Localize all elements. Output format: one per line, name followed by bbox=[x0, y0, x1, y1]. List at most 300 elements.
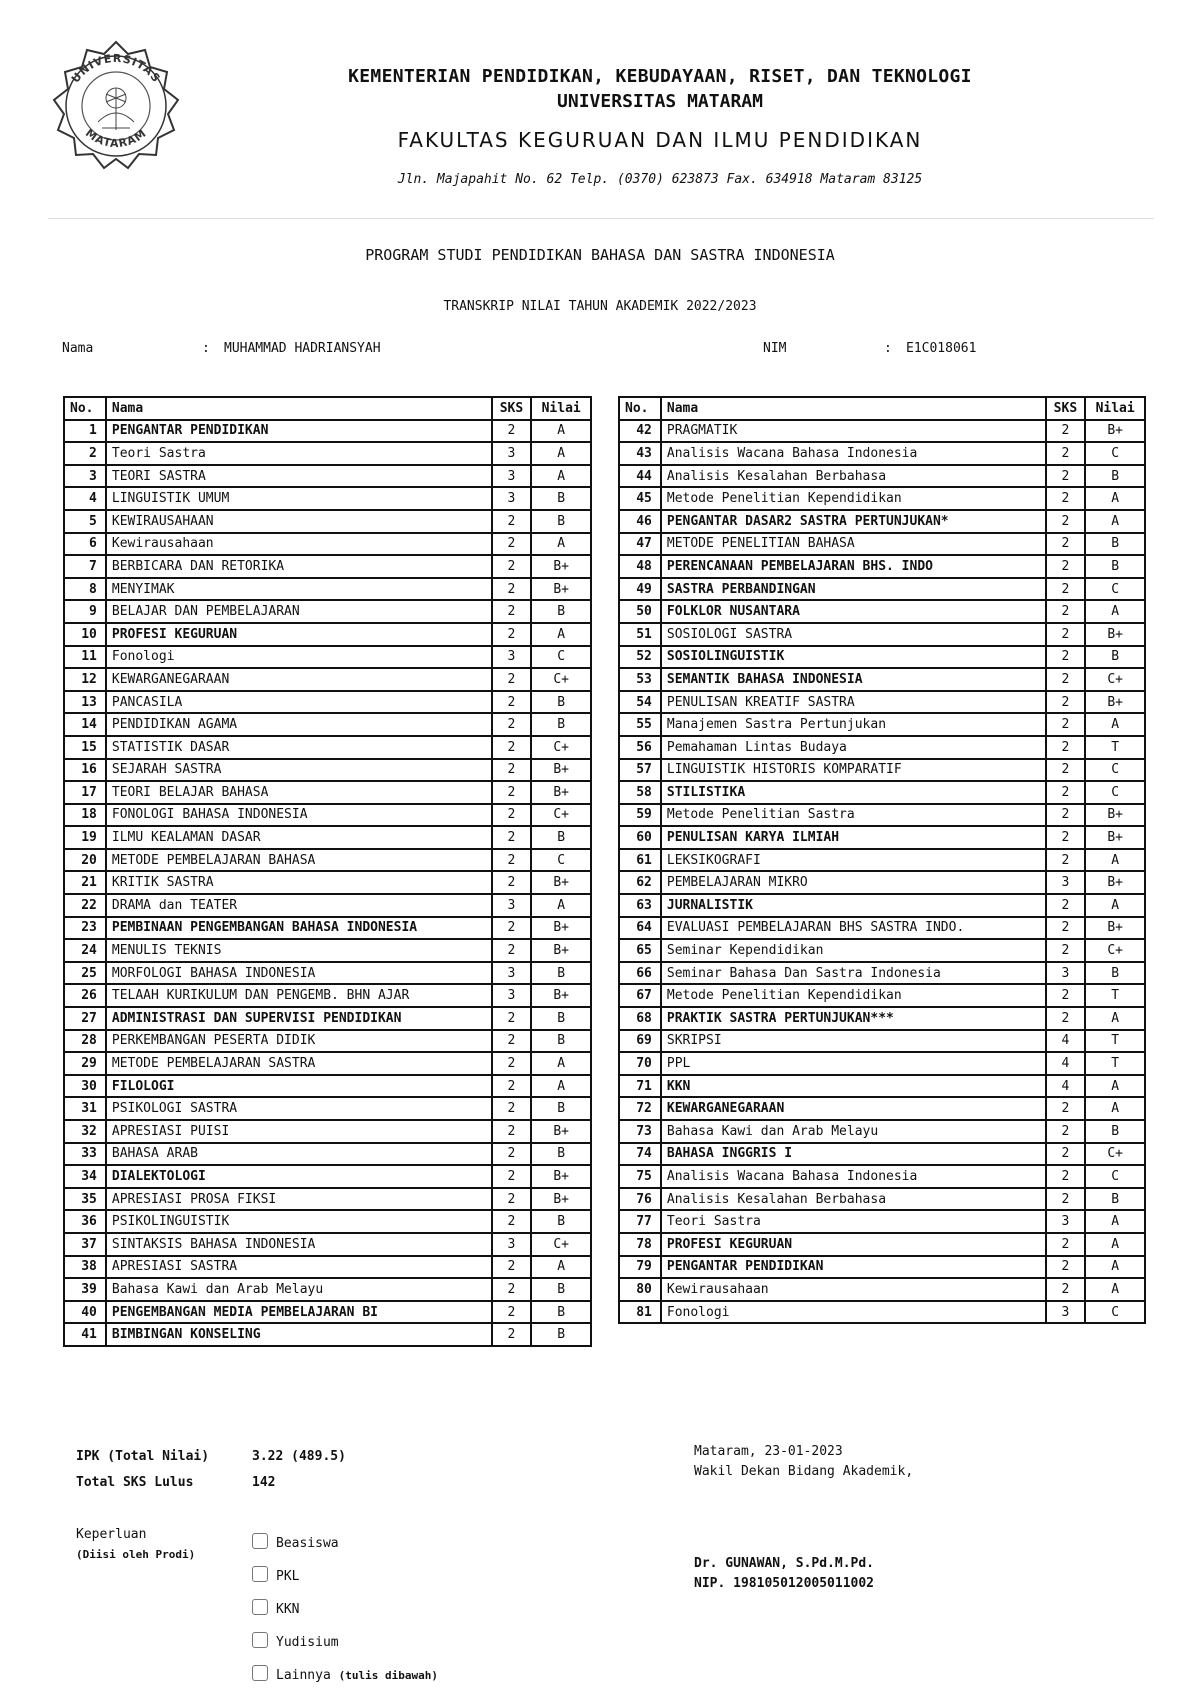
cell-course-name: PENGANTAR PENDIDIKAN bbox=[106, 420, 492, 443]
signature-position: Wakil Dekan Bidang Akademik, bbox=[694, 1464, 914, 1479]
cell-sks: 2 bbox=[492, 668, 532, 691]
table-row bbox=[64, 578, 591, 601]
cell-grade: T bbox=[1085, 984, 1145, 1007]
cell-no: 55 bbox=[619, 713, 661, 736]
table-row bbox=[619, 984, 1145, 1007]
cell-no: 51 bbox=[619, 623, 661, 646]
student-nim-label: NIM bbox=[763, 341, 787, 356]
table-row bbox=[64, 804, 591, 827]
cell-sks: 2 bbox=[1046, 691, 1086, 714]
cell-no: 18 bbox=[64, 804, 106, 827]
table-row bbox=[619, 781, 1145, 804]
cell-no: 48 bbox=[619, 555, 661, 578]
table-row bbox=[619, 420, 1145, 443]
cell-no: 28 bbox=[64, 1030, 106, 1053]
cell-course-name: KEWARGANEGARAAN bbox=[106, 668, 492, 691]
cell-grade: B+ bbox=[1085, 826, 1145, 849]
table-row bbox=[64, 487, 591, 510]
cell-course-name: PENULISAN KREATIF SASTRA bbox=[661, 691, 1046, 714]
table-row bbox=[64, 1278, 591, 1301]
cell-course-name: Metode Penelitian Kependidikan bbox=[661, 487, 1046, 510]
cell-no: 54 bbox=[619, 691, 661, 714]
cell-course-name: Analisis Kesalahan Berbahasa bbox=[661, 465, 1046, 488]
table-row bbox=[619, 555, 1145, 578]
table-row bbox=[64, 510, 591, 533]
cell-sks: 2 bbox=[1046, 917, 1086, 940]
table-row bbox=[619, 1165, 1145, 1188]
ipk-value: 3.22 (489.5) bbox=[252, 1449, 346, 1464]
table-row bbox=[619, 510, 1145, 533]
cell-grade: B+ bbox=[531, 759, 591, 782]
cell-no: 32 bbox=[64, 1120, 106, 1143]
svg-text:MATARAM: MATARAM bbox=[82, 126, 150, 151]
total-sks-label: Total SKS Lulus bbox=[76, 1475, 194, 1490]
cell-no: 62 bbox=[619, 871, 661, 894]
cell-sks: 2 bbox=[492, 1278, 532, 1301]
cell-no: 19 bbox=[64, 826, 106, 849]
cell-sks: 2 bbox=[492, 917, 532, 940]
cell-course-name: KKN bbox=[661, 1075, 1046, 1098]
cell-course-name: APRESIASI SASTRA bbox=[106, 1256, 492, 1279]
cell-sks: 4 bbox=[1046, 1030, 1086, 1053]
table-row bbox=[64, 533, 591, 556]
cell-sks: 4 bbox=[1046, 1075, 1086, 1098]
cell-no: 9 bbox=[64, 600, 106, 623]
cell-grade: B+ bbox=[531, 1188, 591, 1211]
cell-grade: B bbox=[1085, 1120, 1145, 1143]
table-row bbox=[619, 465, 1145, 488]
cell-sks: 2 bbox=[1046, 1188, 1086, 1211]
table-row bbox=[619, 1210, 1145, 1233]
cell-grade: B bbox=[1085, 555, 1145, 578]
cell-sks: 2 bbox=[1046, 600, 1086, 623]
cell-course-name: TEORI BELAJAR BAHASA bbox=[106, 781, 492, 804]
cell-sks: 2 bbox=[1046, 646, 1086, 669]
cell-grade: T bbox=[1085, 1030, 1145, 1053]
col-header-name: Nama bbox=[661, 397, 1046, 420]
student-nim: E1C018061 bbox=[906, 341, 977, 356]
student-name-sep: : bbox=[202, 341, 210, 356]
cell-course-name: PEMBELAJARAN MIKRO bbox=[661, 871, 1046, 894]
cell-sks: 2 bbox=[1046, 1165, 1086, 1188]
cell-grade: C bbox=[1085, 442, 1145, 465]
cell-course-name: APRESIASI PUISI bbox=[106, 1120, 492, 1143]
cell-course-name: FILOLOGI bbox=[106, 1075, 492, 1098]
cell-course-name: LINGUISTIK UMUM bbox=[106, 487, 492, 510]
program-title: PROGRAM STUDI PENDIDIKAN BAHASA DAN SASTRA INDONESIA bbox=[365, 246, 835, 264]
cell-course-name: Bahasa Kawi dan Arab Melayu bbox=[106, 1278, 492, 1301]
cell-course-name: PENGANTAR DASAR2 SASTRA PERTUNJUKAN* bbox=[661, 510, 1046, 533]
cell-sks: 2 bbox=[492, 736, 532, 759]
cell-no: 71 bbox=[619, 1075, 661, 1098]
cell-course-name: Kewirausahaan bbox=[661, 1278, 1046, 1301]
cell-no: 58 bbox=[619, 781, 661, 804]
cell-grade: C+ bbox=[1085, 939, 1145, 962]
cell-course-name: ILMU KEALAMAN DASAR bbox=[106, 826, 492, 849]
cell-sks: 2 bbox=[492, 826, 532, 849]
cell-course-name: MENYIMAK bbox=[106, 578, 492, 601]
cell-sks: 3 bbox=[492, 894, 532, 917]
cell-course-name: PRAGMATIK bbox=[661, 420, 1046, 443]
cell-no: 76 bbox=[619, 1188, 661, 1211]
cell-sks: 2 bbox=[1046, 984, 1086, 1007]
table-row bbox=[619, 487, 1145, 510]
cell-no: 10 bbox=[64, 623, 106, 646]
checkbox[interactable] bbox=[252, 1632, 268, 1648]
cell-sks: 2 bbox=[1046, 1097, 1086, 1120]
table-row bbox=[64, 1323, 591, 1346]
checkbox[interactable] bbox=[252, 1533, 268, 1549]
cell-course-name: PENULISAN KARYA ILMIAH bbox=[661, 826, 1046, 849]
cell-grade: B bbox=[531, 713, 591, 736]
cell-course-name: Metode Penelitian Sastra bbox=[661, 804, 1046, 827]
cell-course-name: KEWIRAUSAHAAN bbox=[106, 510, 492, 533]
cell-grade: A bbox=[531, 623, 591, 646]
grades-table-left bbox=[63, 396, 592, 1347]
cell-course-name: Analisis Wacana Bahasa Indonesia bbox=[661, 1165, 1046, 1188]
cell-no: 30 bbox=[64, 1075, 106, 1098]
cell-sks: 3 bbox=[492, 442, 532, 465]
table-row bbox=[619, 533, 1145, 556]
cell-no: 26 bbox=[64, 984, 106, 1007]
student-nim-sep: : bbox=[884, 341, 892, 356]
table-row bbox=[64, 781, 591, 804]
cell-course-name: PROFESI KEGURUAN bbox=[661, 1233, 1046, 1256]
checkbox[interactable] bbox=[252, 1599, 268, 1615]
table-row bbox=[619, 668, 1145, 691]
col-header-sks: SKS bbox=[492, 397, 532, 420]
cell-sks: 2 bbox=[1046, 533, 1086, 556]
cell-grade: C bbox=[1085, 578, 1145, 601]
cell-course-name: MENULIS TEKNIS bbox=[106, 939, 492, 962]
purpose-option-pkl[interactable]: PKL bbox=[252, 1566, 299, 1584]
table-row bbox=[64, 1301, 591, 1324]
cell-course-name: SINTAKSIS BAHASA INDONESIA bbox=[106, 1233, 492, 1256]
cell-course-name: FOLKLOR NUSANTARA bbox=[661, 600, 1046, 623]
cell-no: 31 bbox=[64, 1097, 106, 1120]
ministry-title: KEMENTERIAN PENDIDIKAN, KEBUDAYAAN, RISET, DAN TEKNOLOGI bbox=[348, 66, 972, 87]
cell-sks: 2 bbox=[1046, 1007, 1086, 1030]
cell-course-name: PPL bbox=[661, 1052, 1046, 1075]
cell-grade: A bbox=[531, 1256, 591, 1279]
cell-course-name: STATISTIK DASAR bbox=[106, 736, 492, 759]
cell-sks: 2 bbox=[492, 1323, 532, 1346]
cell-course-name: Fonologi bbox=[661, 1301, 1046, 1324]
table-row bbox=[619, 849, 1145, 872]
cell-sks: 2 bbox=[1046, 781, 1086, 804]
cell-sks: 2 bbox=[1046, 1120, 1086, 1143]
cell-course-name: SOSIOLINGUISTIK bbox=[661, 646, 1046, 669]
table-row bbox=[619, 736, 1145, 759]
table-row bbox=[619, 1052, 1145, 1075]
col-header-grade: Nilai bbox=[1085, 397, 1145, 420]
cell-grade: B bbox=[531, 1278, 591, 1301]
cell-grade: B+ bbox=[1085, 623, 1145, 646]
other-note: (tulis dibawah) bbox=[338, 1669, 438, 1682]
cell-no: 16 bbox=[64, 759, 106, 782]
checkbox[interactable] bbox=[252, 1665, 268, 1681]
cell-no: 42 bbox=[619, 420, 661, 443]
cell-course-name: KEWARGANEGARAAN bbox=[661, 1097, 1046, 1120]
cell-course-name: BERBICARA DAN RETORIKA bbox=[106, 555, 492, 578]
cell-no: 24 bbox=[64, 939, 106, 962]
cell-grade: B+ bbox=[1085, 420, 1145, 443]
table-row bbox=[64, 668, 591, 691]
cell-sks: 2 bbox=[492, 804, 532, 827]
cell-course-name: Pemahaman Lintas Budaya bbox=[661, 736, 1046, 759]
table-row bbox=[64, 917, 591, 940]
table-row bbox=[64, 600, 591, 623]
table-row bbox=[64, 894, 591, 917]
cell-course-name: PSIKOLINGUISTIK bbox=[106, 1210, 492, 1233]
cell-grade: T bbox=[1085, 736, 1145, 759]
cell-course-name: TELAAH KURIKULUM DAN PENGEMB. BHN AJAR bbox=[106, 984, 492, 1007]
cell-grade: B bbox=[531, 826, 591, 849]
cell-sks: 2 bbox=[1046, 759, 1086, 782]
cell-sks: 2 bbox=[492, 578, 532, 601]
cell-course-name: SEMANTIK BAHASA INDONESIA bbox=[661, 668, 1046, 691]
cell-no: 23 bbox=[64, 917, 106, 940]
table-row bbox=[64, 646, 591, 669]
cell-course-name: Teori Sastra bbox=[106, 442, 492, 465]
table-row bbox=[619, 713, 1145, 736]
cell-sks: 2 bbox=[1046, 1143, 1086, 1166]
cell-grade: B bbox=[1085, 533, 1145, 556]
table-row bbox=[64, 1075, 591, 1098]
table-row bbox=[619, 962, 1145, 985]
cell-course-name: TEORI SASTRA bbox=[106, 465, 492, 488]
cell-grade: B bbox=[531, 1030, 591, 1053]
cell-sks: 3 bbox=[492, 646, 532, 669]
table-row bbox=[64, 555, 591, 578]
table-row bbox=[619, 1007, 1145, 1030]
table-row bbox=[64, 465, 591, 488]
cell-no: 59 bbox=[619, 804, 661, 827]
cell-no: 36 bbox=[64, 1210, 106, 1233]
table-row bbox=[619, 646, 1145, 669]
cell-sks: 2 bbox=[1046, 849, 1086, 872]
cell-grade: B+ bbox=[531, 984, 591, 1007]
address-line: Jln. Majapahit No. 62 Telp. (0370) 623873 Fax. 634918 Mataram 83125 bbox=[397, 172, 923, 187]
cell-grade: B bbox=[531, 600, 591, 623]
cell-no: 17 bbox=[64, 781, 106, 804]
cell-no: 72 bbox=[619, 1097, 661, 1120]
cell-sks: 2 bbox=[492, 1120, 532, 1143]
cell-sks: 2 bbox=[1046, 420, 1086, 443]
cell-no: 56 bbox=[619, 736, 661, 759]
cell-no: 13 bbox=[64, 691, 106, 714]
cell-no: 44 bbox=[619, 465, 661, 488]
table-row bbox=[64, 420, 591, 443]
cell-no: 37 bbox=[64, 1233, 106, 1256]
cell-course-name: Kewirausahaan bbox=[106, 533, 492, 556]
cell-no: 25 bbox=[64, 962, 106, 985]
cell-course-name: Manajemen Sastra Pertunjukan bbox=[661, 713, 1046, 736]
cell-no: 45 bbox=[619, 487, 661, 510]
table-row bbox=[64, 691, 591, 714]
cell-course-name: KRITIK SASTRA bbox=[106, 871, 492, 894]
col-header-grade: Nilai bbox=[531, 397, 591, 420]
cell-course-name: BIMBINGAN KONSELING bbox=[106, 1323, 492, 1346]
cell-grade: C bbox=[1085, 1301, 1145, 1324]
cell-grade: B bbox=[531, 1143, 591, 1166]
table-row bbox=[619, 1188, 1145, 1211]
cell-sks: 2 bbox=[492, 1165, 532, 1188]
cell-grade: A bbox=[1085, 1007, 1145, 1030]
cell-grade: B bbox=[1085, 646, 1145, 669]
purpose-label: Keperluan bbox=[76, 1527, 147, 1542]
cell-no: 49 bbox=[619, 578, 661, 601]
cell-sks: 3 bbox=[1046, 962, 1086, 985]
cell-sks: 2 bbox=[492, 1030, 532, 1053]
cell-grade: B bbox=[531, 1210, 591, 1233]
cell-course-name: SEJARAH SASTRA bbox=[106, 759, 492, 782]
cell-no: 75 bbox=[619, 1165, 661, 1188]
cell-grade: B bbox=[531, 1097, 591, 1120]
purpose-option-yudisium[interactable]: Yudisium bbox=[252, 1632, 339, 1650]
cell-grade: C bbox=[1085, 781, 1145, 804]
cell-course-name: BAHASA INGGRIS I bbox=[661, 1143, 1046, 1166]
cell-grade: A bbox=[531, 442, 591, 465]
total-sks-value: 142 bbox=[252, 1475, 276, 1490]
cell-sks: 2 bbox=[1046, 623, 1086, 646]
cell-course-name: LINGUISTIK HISTORIS KOMPARATIF bbox=[661, 759, 1046, 782]
cell-course-name: ADMINISTRASI DAN SUPERVISI PENDIDIKAN bbox=[106, 1007, 492, 1030]
cell-no: 33 bbox=[64, 1143, 106, 1166]
cell-no: 66 bbox=[619, 962, 661, 985]
table-row bbox=[64, 1233, 591, 1256]
cell-sks: 2 bbox=[492, 871, 532, 894]
cell-no: 6 bbox=[64, 533, 106, 556]
table-row bbox=[64, 1007, 591, 1030]
cell-sks: 3 bbox=[1046, 871, 1086, 894]
cell-grade: B bbox=[531, 1007, 591, 1030]
table-row bbox=[64, 1120, 591, 1143]
cell-no: 21 bbox=[64, 871, 106, 894]
cell-grade: B+ bbox=[1085, 871, 1145, 894]
cell-grade: B bbox=[1085, 962, 1145, 985]
cell-grade: C+ bbox=[531, 1233, 591, 1256]
cell-no: 69 bbox=[619, 1030, 661, 1053]
grades-table-right bbox=[618, 396, 1146, 1324]
cell-grade: B+ bbox=[531, 1120, 591, 1143]
cell-grade: A bbox=[1085, 1210, 1145, 1233]
cell-grade: B bbox=[531, 487, 591, 510]
cell-sks: 2 bbox=[1046, 487, 1086, 510]
table-row bbox=[64, 442, 591, 465]
student-name-label: Nama bbox=[62, 341, 94, 356]
cell-grade: C bbox=[1085, 759, 1145, 782]
col-header-sks: SKS bbox=[1046, 397, 1086, 420]
col-header-no: No. bbox=[619, 397, 661, 420]
table-row bbox=[619, 600, 1145, 623]
table-row bbox=[619, 1256, 1145, 1279]
table-row bbox=[619, 578, 1145, 601]
cell-grade: B+ bbox=[1085, 691, 1145, 714]
table-row bbox=[64, 1097, 591, 1120]
table-row bbox=[64, 962, 591, 985]
cell-no: 7 bbox=[64, 555, 106, 578]
cell-no: 53 bbox=[619, 668, 661, 691]
table-row bbox=[64, 849, 591, 872]
cell-grade: A bbox=[1085, 510, 1145, 533]
cell-course-name: SASTRA PERBANDINGAN bbox=[661, 578, 1046, 601]
table-row bbox=[619, 871, 1145, 894]
table-header-row bbox=[64, 397, 591, 420]
table-row bbox=[64, 623, 591, 646]
cell-sks: 3 bbox=[492, 465, 532, 488]
table-header-row bbox=[619, 397, 1145, 420]
table-row bbox=[619, 759, 1145, 782]
cell-no: 50 bbox=[619, 600, 661, 623]
cell-no: 57 bbox=[619, 759, 661, 782]
table-row bbox=[64, 1052, 591, 1075]
cell-no: 61 bbox=[619, 849, 661, 872]
cell-grade: B bbox=[531, 510, 591, 533]
cell-grade: C+ bbox=[1085, 668, 1145, 691]
cell-course-name: FONOLOGI BAHASA INDONESIA bbox=[106, 804, 492, 827]
table-row bbox=[619, 1301, 1145, 1324]
cell-no: 81 bbox=[619, 1301, 661, 1324]
cell-course-name: BELAJAR DAN PEMBELAJARAN bbox=[106, 600, 492, 623]
cell-no: 74 bbox=[619, 1143, 661, 1166]
cell-no: 22 bbox=[64, 894, 106, 917]
cell-no: 35 bbox=[64, 1188, 106, 1211]
cell-no: 47 bbox=[619, 533, 661, 556]
table-row bbox=[619, 1075, 1145, 1098]
faculty-title: FAKULTAS KEGURUAN DAN ILMU PENDIDIKAN bbox=[397, 128, 923, 152]
cell-sks: 2 bbox=[492, 420, 532, 443]
cell-sks: 2 bbox=[492, 1075, 532, 1098]
cell-grade: B+ bbox=[531, 578, 591, 601]
cell-no: 4 bbox=[64, 487, 106, 510]
header-divider bbox=[48, 218, 1154, 219]
cell-grade: B bbox=[1085, 1188, 1145, 1211]
purpose-option-lainnya[interactable]: Lainnya (tulis dibawah) bbox=[252, 1665, 438, 1683]
purpose-option-kkn[interactable]: KKN bbox=[252, 1599, 299, 1617]
table-row bbox=[619, 623, 1145, 646]
cell-grade: A bbox=[1085, 1278, 1145, 1301]
cell-no: 64 bbox=[619, 917, 661, 940]
cell-course-name: PENDIDIKAN AGAMA bbox=[106, 713, 492, 736]
col-header-no: No. bbox=[64, 397, 106, 420]
cell-sks: 2 bbox=[492, 1052, 532, 1075]
table-row bbox=[64, 984, 591, 1007]
table-row bbox=[619, 826, 1145, 849]
purpose-option-beasiswa[interactable]: Beasiswa bbox=[252, 1533, 339, 1551]
checkbox[interactable] bbox=[252, 1566, 268, 1582]
cell-grade: B bbox=[531, 1323, 591, 1346]
cell-no: 34 bbox=[64, 1165, 106, 1188]
cell-course-name: METODE PEMBELAJARAN SASTRA bbox=[106, 1052, 492, 1075]
cell-no: 73 bbox=[619, 1120, 661, 1143]
cell-course-name: PRAKTIK SASTRA PERTUNJUKAN*** bbox=[661, 1007, 1046, 1030]
cell-no: 39 bbox=[64, 1278, 106, 1301]
cell-sks: 2 bbox=[1046, 826, 1086, 849]
table-row bbox=[64, 1210, 591, 1233]
transcript-title: TRANSKRIP NILAI TAHUN AKADEMIK 2022/2023 bbox=[443, 299, 757, 314]
table-row bbox=[619, 939, 1145, 962]
cell-course-name: APRESIASI PROSA FIKSI bbox=[106, 1188, 492, 1211]
cell-sks: 2 bbox=[492, 849, 532, 872]
cell-grade: C+ bbox=[531, 668, 591, 691]
table-row bbox=[619, 691, 1145, 714]
cell-grade: C+ bbox=[531, 804, 591, 827]
cell-no: 14 bbox=[64, 713, 106, 736]
cell-sks: 2 bbox=[492, 533, 532, 556]
signatory-nip: NIP. 198105012005011002 bbox=[694, 1576, 875, 1591]
cell-no: 78 bbox=[619, 1233, 661, 1256]
